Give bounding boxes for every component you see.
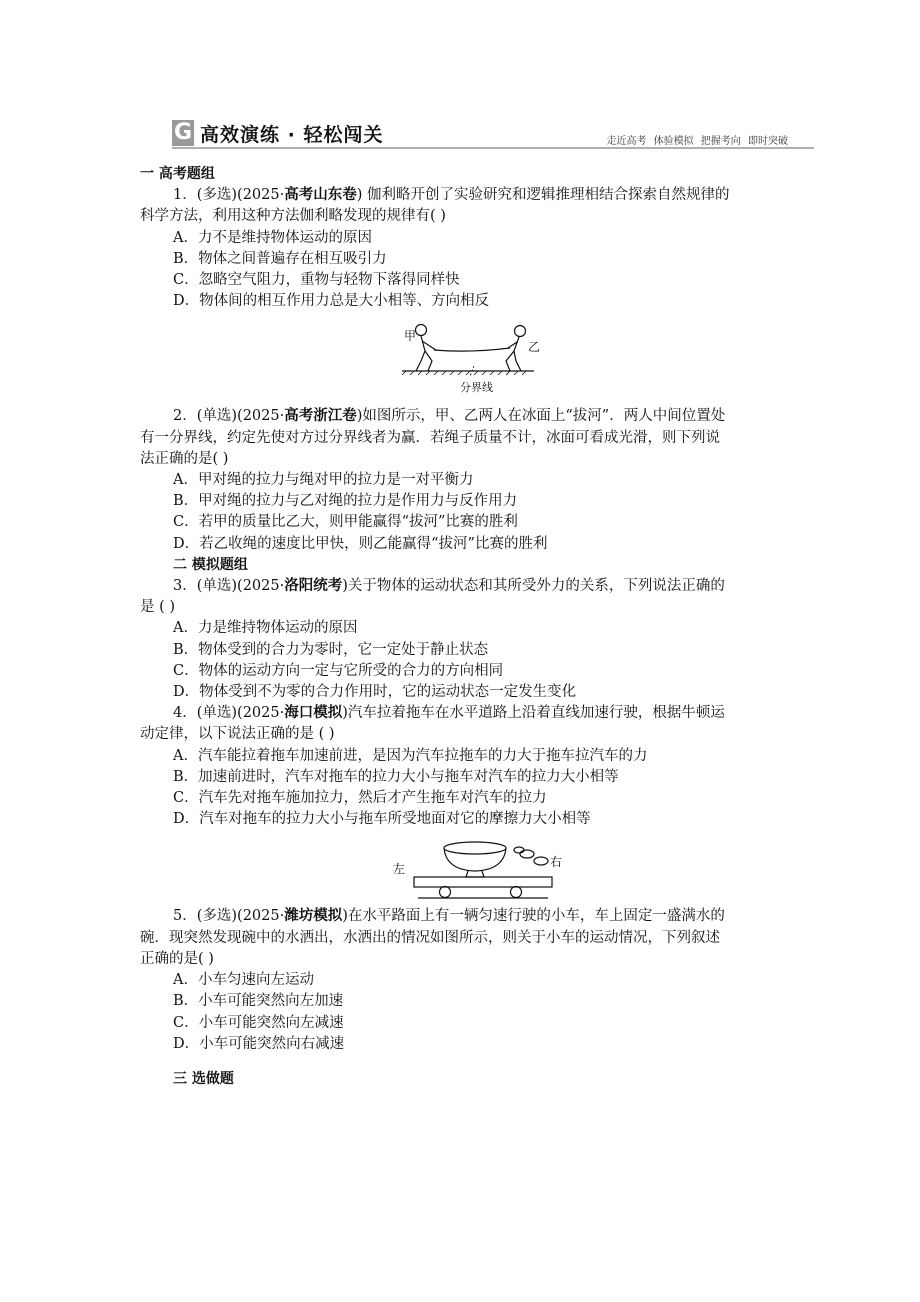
question-3-option-b: B．物体受到的合力为零时，它一定处于静止状态	[173, 641, 489, 658]
right-direction-label: 右	[550, 855, 563, 870]
question-4-option-d: D．汽车对拖车的拉力大小与拖车所受地面对它的摩擦力大小相等	[173, 811, 591, 828]
question-5-stem-line3: 正确的是( )	[140, 950, 214, 967]
question-2-number: 2．(单选)(2025·	[173, 408, 285, 425]
person-yi-label: 乙	[528, 340, 541, 355]
person-jia-label: 甲	[404, 329, 417, 344]
cart-bowl-illustration	[140, 840, 790, 902]
question-3-number: 3．(单选)(2025·	[173, 578, 285, 595]
question-2-option-a: A．甲对绳的拉力与绳对甲的拉力是一对平衡力	[173, 472, 474, 489]
question-4-option-b: B．加速前进时，汽车对拖车的拉力大小与拖车对汽车的拉力大小相等	[173, 768, 619, 785]
banner-rule	[172, 147, 814, 149]
section-heading-2: 二 模拟题组	[173, 556, 248, 573]
question-1-option-d: D．物体间的相互作用力总是大小相等、方向相反	[173, 293, 490, 310]
question-5-option-c: C．小车可能突然向左减速	[173, 1014, 344, 1031]
question-5-option-b: B．小车可能突然向左加速	[173, 993, 344, 1010]
question-1-stem-line2: 科学方法，利用这种方法伽利略发现的规律有( )	[140, 208, 446, 225]
section-heading-1: 一 高考题组	[140, 166, 215, 182]
question-3-option-c: C．物体的运动方向一定与它所受的合力的方向相同	[173, 662, 504, 679]
question-1-option-a: A．力不是维持物体运动的原因	[173, 229, 372, 246]
question-3	[140, 576, 790, 703]
question-5-stem-line2: 碗．现突然发现碗中的水洒出，水洒出的情况如图所示，则关于小车的运动情况，下列叙述	[140, 929, 720, 946]
content	[140, 164, 790, 1090]
question-2-source: 高考浙江卷	[284, 408, 357, 425]
question-2	[140, 406, 790, 554]
question-5-source: 潍坊模拟	[284, 908, 343, 925]
cart-bowl-figure	[140, 840, 790, 902]
question-4-stem-line2: 动定律，以下说法正确的是 ( )	[140, 726, 335, 743]
question-2-stem-line2: 有一分界线，约定先使对方过分界线者为赢．若绳子质量不计，冰面可看成光滑，则下列说	[140, 429, 720, 446]
question-4-number: 4．(单选)(2025·	[173, 705, 285, 722]
question-3-stem-text: )关于物体的运动状态和其所受外力的关系，下列说法正确的	[342, 578, 725, 595]
question-2-stem-line3: 法正确的是( )	[140, 450, 229, 467]
question-4-option-a: A．汽车能拉着拖车加速前进，是因为汽车拉拖车的力大于拖车拉汽车的力	[173, 747, 648, 764]
question-4-stem	[140, 703, 790, 724]
question-1-stem-text: ) 伽利略开创了实验研究和逻辑推理相结合探索自然规律的	[356, 187, 730, 204]
question-1-option-c: C．忽略空气阻力，重物与轻物下落得同样快	[173, 272, 460, 289]
question-2-option-b: B．甲对绳的拉力与乙对绳的拉力是作用力与反作用力	[173, 493, 518, 510]
question-3-stem	[140, 576, 790, 597]
question-2-option-d: D．若乙收绳的速度比甲快，则乙能赢得“拔河”比赛的胜利	[173, 535, 548, 552]
tug-of-war-illustration	[140, 317, 790, 403]
section-heading-3: 三 选做题	[173, 1070, 234, 1087]
question-3-source: 洛阳统考	[284, 578, 343, 595]
question-1-stem	[140, 185, 790, 206]
left-direction-label: 左	[393, 862, 406, 877]
question-3-option-d: D．物体受到不为零的合力作用时，它的运动状态一定发生变化	[173, 684, 577, 701]
question-5-stem	[140, 906, 790, 927]
question-4-option-c: C．汽车先对拖车施加拉力，然后才产生拖车对汽车的拉力	[173, 790, 547, 807]
spacer	[140, 1055, 790, 1069]
question-5-option-d: D．小车可能突然向右减速	[173, 1035, 345, 1052]
question-5-stem-text: )在水平路面上有一辆匀速行驶的小车，车上固定一盛满水的	[342, 908, 725, 925]
question-1-option-b: B．物体之间普遍存在相互吸引力	[173, 250, 387, 267]
question-4-stem-text: )汽车拉着拖车在水平道路上沿着直线加速行驶，根据牛顿运	[342, 705, 725, 722]
question-3-stem-line2: 是 ( )	[140, 599, 176, 616]
question-4	[140, 703, 790, 830]
tug-of-war-figure	[140, 317, 790, 403]
boundary-line-label: 分界线	[460, 381, 493, 395]
banner-title: 高效演练 · 轻松闯关	[200, 124, 384, 146]
question-2-option-c: C．若甲的质量比乙大，则甲能赢得“拔河”比赛的胜利	[173, 514, 518, 531]
section-banner	[172, 118, 814, 150]
question-3-option-a: A．力是维持物体运动的原因	[173, 620, 358, 637]
question-4-source: 海口模拟	[284, 705, 343, 722]
question-2-stem	[140, 406, 790, 427]
question-2-stem-text: )如图所示，甲、乙两人在冰面上“拔河”．两人中间位置处	[356, 408, 726, 425]
question-1-source: 高考山东卷	[284, 187, 357, 204]
question-1	[140, 185, 790, 312]
banner-logo: G	[173, 120, 193, 145]
question-5-number: 5．(多选)(2025·	[173, 908, 285, 925]
question-1-number: 1．(多选)(2025·	[173, 187, 285, 204]
banner-tagline: 走近高考 体验模拟 把握考向 即时突破	[606, 136, 788, 147]
question-5	[140, 906, 790, 1054]
question-5-option-a: A．小车匀速向左运动	[173, 972, 314, 989]
